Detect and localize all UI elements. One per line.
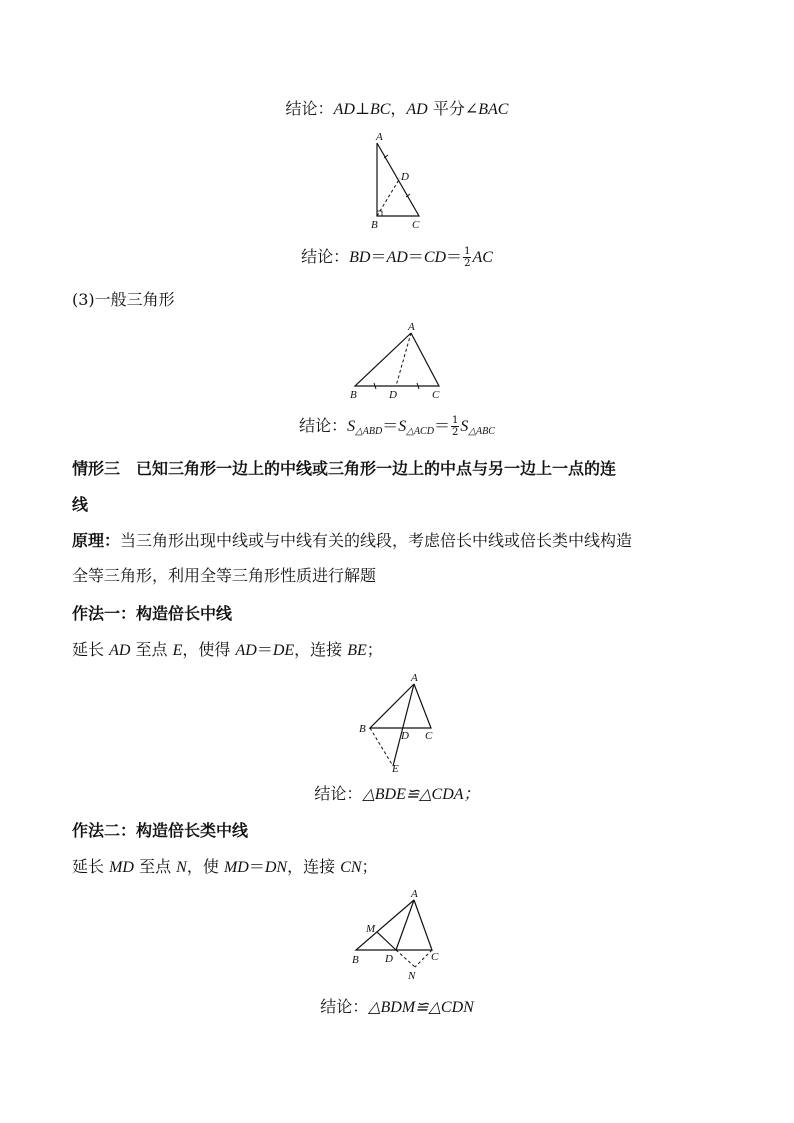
conclusion-area: [0, 415, 794, 443]
equals: ＝: [433, 416, 450, 435]
sub-acd: △ACD: [406, 426, 434, 437]
method1-title: 作法一：构造倍长中线: [72, 604, 233, 623]
case3-title-line2: 线: [72, 495, 89, 514]
conclusion-label: 结论：: [314, 784, 363, 803]
equals: ＝: [407, 247, 424, 266]
s-symbol: S: [460, 418, 469, 435]
frac-num: 1: [464, 246, 471, 257]
fraction-half: [451, 415, 459, 438]
perp-symbol: ⊥: [354, 99, 370, 118]
label-b: B: [352, 954, 359, 966]
conclusion-label: 结论：: [301, 247, 350, 266]
equals: ＝: [446, 247, 463, 266]
label-a: A: [411, 672, 418, 684]
t: DE: [272, 642, 295, 659]
general-triangle-heading: (3)一般三角形: [72, 290, 175, 309]
equals: ＝: [382, 416, 399, 435]
t: N: [176, 859, 187, 876]
figure-right-triangle: [360, 128, 440, 233]
text-bac: BAC: [478, 101, 509, 118]
conclusion-text: △BDE≌△CDA；: [362, 786, 480, 803]
t: AD: [235, 642, 257, 659]
t: E: [172, 642, 183, 659]
label-d: D: [401, 730, 409, 742]
t: MD: [223, 859, 249, 876]
t: BE: [347, 642, 367, 659]
label-b: B: [371, 219, 378, 231]
bisect-text: 平分∠: [427, 99, 479, 118]
t: ，连接: [294, 640, 348, 659]
conclusion-label: 结论：: [285, 99, 334, 118]
method1-conclusion: [0, 783, 794, 806]
sub-abd: △ABD: [355, 426, 383, 437]
t: AD: [109, 642, 131, 659]
label-e: E: [392, 763, 399, 775]
conclusion-isosceles: [0, 98, 794, 121]
t: DN: [264, 859, 288, 876]
text-ac: AC: [472, 249, 493, 266]
conclusion-label: 结论：: [299, 416, 348, 435]
label-b: B: [350, 389, 357, 401]
figure-doubled-median: [355, 670, 445, 778]
label-m: M: [366, 923, 376, 935]
text-ad: AD: [386, 249, 408, 266]
s-symbol: S: [398, 418, 407, 435]
t: ；: [366, 640, 383, 659]
label-d: D: [401, 171, 409, 183]
t: 延长: [72, 640, 110, 659]
label-c: C: [425, 730, 433, 742]
principle-line1: [72, 530, 632, 552]
method2-conclusion: [0, 996, 794, 1019]
t: ＝: [256, 640, 273, 659]
text-bd: BD: [349, 249, 371, 266]
text-ad: AD: [406, 101, 428, 118]
principle-label: 原理：: [72, 531, 121, 550]
label-c: C: [432, 389, 440, 401]
equals: ＝: [370, 247, 387, 266]
t: 至点: [133, 857, 177, 876]
label-a: A: [408, 321, 415, 333]
principle-text: 当三角形出现中线或与中线有关的线段，考虑倍长中线或倍长类中线构造: [120, 531, 633, 550]
t: 至点: [130, 640, 173, 659]
label-d: D: [385, 953, 393, 965]
label-n: N: [408, 970, 416, 982]
frac-den: 2: [451, 427, 459, 438]
sub-abc: △ABC: [468, 426, 495, 437]
frac-num: 1: [451, 415, 459, 426]
t: ；: [361, 857, 378, 876]
text-cd: CD: [423, 249, 447, 266]
conclusion-text: △BDM≌△CDN: [368, 999, 474, 1016]
method2-title: 作法二：构造倍长类中线: [72, 821, 249, 840]
conclusion-right-triangle: [0, 246, 794, 269]
fraction-half: [463, 246, 471, 269]
t: ，使得: [182, 640, 236, 659]
text-ad: AD: [333, 101, 355, 118]
text-bc: BC: [369, 101, 391, 118]
figure-general-triangle: [345, 318, 450, 403]
t: ，连接: [287, 857, 341, 876]
t: MD: [109, 859, 134, 876]
t: ＝: [248, 857, 265, 876]
t: CN: [340, 859, 362, 876]
principle-line2: 全等三角形，利用全等三角形性质进行解题: [72, 566, 377, 585]
label-c: C: [431, 951, 439, 963]
label-a: A: [376, 131, 383, 143]
conclusion-label: 结论：: [320, 997, 369, 1016]
method2-step: [72, 856, 378, 879]
label-b: B: [359, 723, 366, 735]
comma: ，: [390, 99, 407, 118]
s-symbol: S: [347, 418, 356, 435]
label-a: A: [411, 888, 418, 900]
frac-den: 2: [464, 258, 471, 269]
t: ，使: [186, 857, 224, 876]
method1-step: [72, 639, 383, 662]
figure-median-like: [345, 886, 445, 986]
label-d: D: [389, 389, 397, 401]
case3-title-line1: 情形三 已知三角形一边上的中线或三角形一边上的中点与另一边上一点的连: [72, 459, 617, 478]
t: 延长: [72, 857, 110, 876]
label-c: C: [412, 219, 420, 231]
